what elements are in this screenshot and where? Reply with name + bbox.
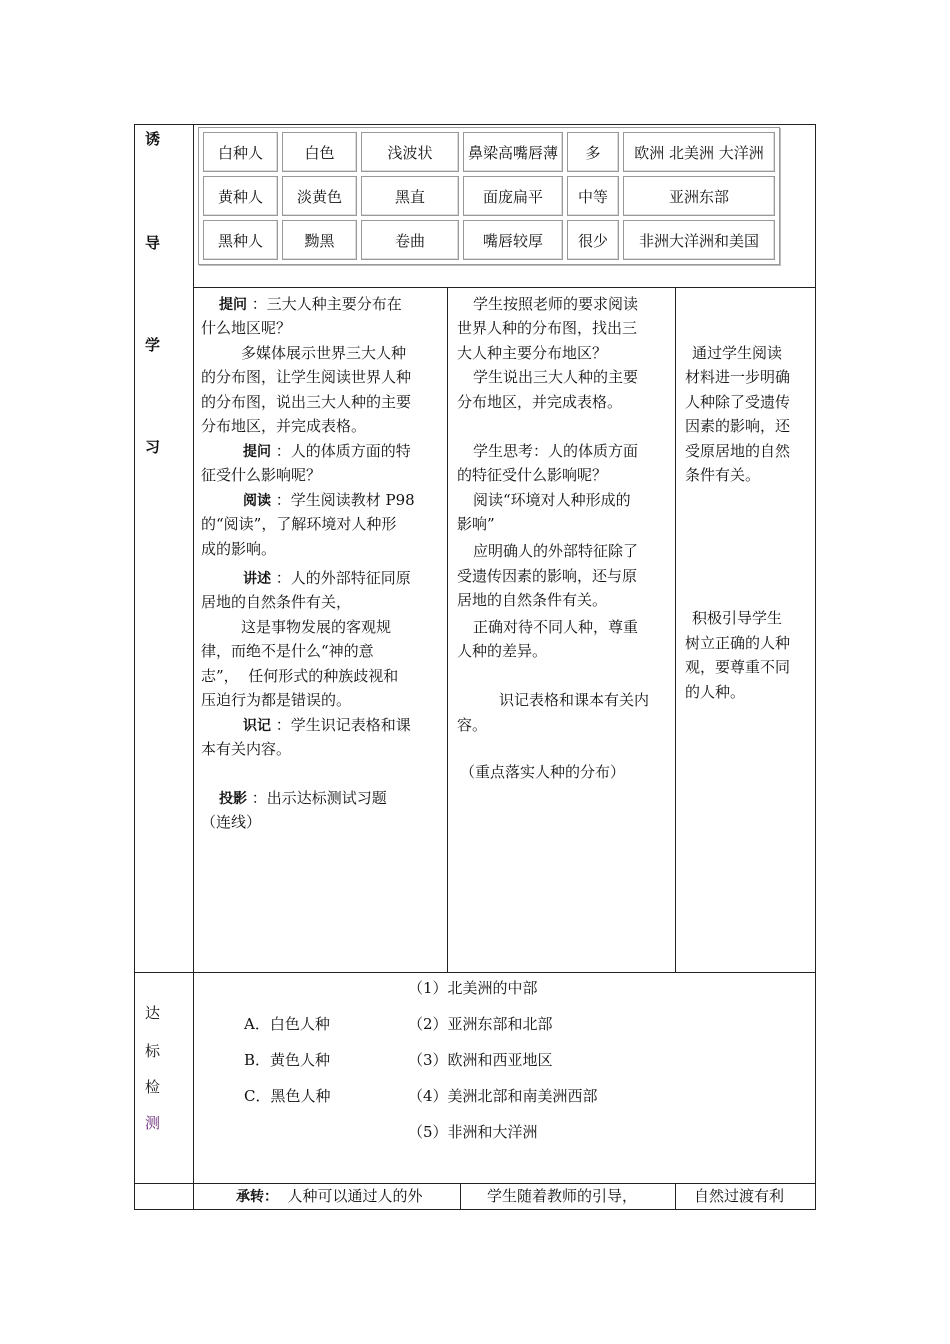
intent-line: 树立正确的人种 <box>685 634 791 652</box>
intent-line: 的人种。 <box>685 683 746 701</box>
keyword: 提问 <box>243 444 271 460</box>
side-char: 测 <box>145 1114 161 1132</box>
race-cell: 黄种人 <box>203 176 278 216</box>
region-option: （1）北美洲的中部 <box>408 979 538 997</box>
keyword: 承转： <box>236 1189 278 1205</box>
student-line: 分布地区，并完成表格。 <box>457 393 623 411</box>
teacher-line: 的分布图，让学生阅读世界人种 <box>201 368 412 386</box>
region-option: （4）美洲北部和南美洲西部 <box>408 1087 598 1105</box>
teacher-line: 多媒体展示世界三大人种 <box>241 344 407 362</box>
student-line: 正确对待不同人种，尊重 <box>473 618 639 636</box>
intent-line: 条件有关。 <box>685 466 761 484</box>
keyword: 投影 <box>219 791 247 807</box>
intent-line: 人种除了受遗传 <box>685 393 791 411</box>
side-char: 学 <box>145 336 161 354</box>
teacher-line: 分布地区，并完成表格。 <box>201 417 367 435</box>
teacher-student-divider <box>447 287 448 973</box>
teacher-line: （连线） <box>201 813 262 831</box>
race-cell: 嘴唇较厚 <box>463 220 563 260</box>
teacher-line: 志”， 任何形式的种族歧视和 <box>201 667 399 685</box>
student-line: 的特征受什么影响呢？ <box>457 466 608 484</box>
side-char: 检 <box>145 1078 161 1096</box>
transition-student: 学生随着教师的引导， <box>487 1187 638 1205</box>
side-char: 达 <box>145 1004 161 1022</box>
race-cell: 黝黑 <box>282 220 357 260</box>
side-char: 习 <box>145 438 161 456</box>
race-cell: 鼻梁高嘴唇薄 <box>463 132 563 172</box>
race-cell: 卷曲 <box>361 220 459 260</box>
student-line: 居地的自然条件有关。 <box>457 591 608 609</box>
student-line: （重点落实人种的分布） <box>460 763 626 781</box>
student-line: 大人种主要分布地区？ <box>457 344 608 362</box>
student-line: 应明确人的外部特征除了 <box>473 542 639 560</box>
race-cell: 黑种人 <box>203 220 278 260</box>
intent-line: 材料进一步明确 <box>685 368 791 386</box>
intent-line: 因素的影响，还 <box>685 417 791 435</box>
teacher-line <box>219 786 387 812</box>
teacher-line <box>243 439 411 465</box>
race-cell: 非洲大洋洲和美国 <box>623 220 775 260</box>
keyword: 讲述 <box>243 571 271 587</box>
teacher-line <box>243 488 415 514</box>
region-option: （3）欧洲和西亚地区 <box>408 1051 553 1069</box>
teacher-line: 这是事物发展的客观规 <box>241 618 392 636</box>
student-line: 识记表格和课本有关内 <box>499 691 650 709</box>
student-line: 影响” <box>457 515 495 533</box>
teacher-line <box>219 292 402 318</box>
row-divider-after-race-table <box>193 287 816 288</box>
transition-teacher-text: 人种可以通过人的外 <box>287 1187 423 1205</box>
keyword: 提问 <box>219 297 247 313</box>
race-cell: 很少 <box>567 220 619 260</box>
race-cell: 淡黄色 <box>282 176 357 216</box>
intent-line: 观，要尊重不同 <box>685 658 791 676</box>
race-option: B．黄色人种 <box>244 1051 331 1069</box>
teacher-line: 居地的自然条件有关， <box>201 593 352 611</box>
student-line: 受遗传因素的影响，还与原 <box>457 567 638 585</box>
table-left-border <box>134 124 135 1210</box>
teacher-line-text: ：三大人种主要分布在 <box>247 295 402 313</box>
student-line: 世界人种的分布图，找出三 <box>457 319 638 337</box>
keyword: 阅读 <box>243 493 271 509</box>
teacher-line <box>243 566 411 592</box>
race-cell: 面庞扁平 <box>463 176 563 216</box>
intent-line: 通过学生阅读 <box>692 344 783 362</box>
race-cell: 亚洲东部 <box>623 176 775 216</box>
student-line: 人种的差异。 <box>457 642 548 660</box>
teacher-line: 压迫行为都是错误的。 <box>201 691 352 709</box>
intent-line: 受原居地的自然 <box>685 442 791 460</box>
side-char: 导 <box>145 234 161 252</box>
teacher-line-text: ：出示达标测试习题 <box>247 789 387 807</box>
bottom-student-intent-divider <box>675 1183 676 1210</box>
teacher-line <box>243 713 411 739</box>
race-cell: 白种人 <box>203 132 278 172</box>
race-cell: 中等 <box>567 176 619 216</box>
teacher-line: 本有关内容。 <box>201 740 292 758</box>
keyword: 识记 <box>243 718 271 734</box>
teacher-line-text: ：人的体质方面的特 <box>271 442 411 460</box>
intent-line: 积极引导学生 <box>692 609 783 627</box>
teacher-line-text: ：人的外部特征同原 <box>271 569 411 587</box>
teacher-line: 成的影响。 <box>201 540 277 558</box>
race-cell: 浅波状 <box>361 132 459 172</box>
teacher-line: 什么地区呢？ <box>201 319 292 337</box>
student-line: 阅读“环境对人种形成的 <box>473 491 631 509</box>
teacher-line: 的分布图，说出三大人种的主要 <box>201 393 412 411</box>
transition-intent: 自然过渡有利 <box>694 1187 785 1205</box>
race-cell: 黑直 <box>361 176 459 216</box>
race-cell: 白色 <box>282 132 357 172</box>
teacher-line: 律，而绝不是什么“神的意 <box>201 642 374 660</box>
student-line: 学生说出三大人种的主要 <box>473 368 639 386</box>
teacher-line-text: ：学生阅读教材 P98 <box>271 491 415 509</box>
race-cell: 多 <box>567 132 619 172</box>
side-char: 诱 <box>145 130 161 148</box>
student-line: 学生思考：人的体质方面 <box>473 442 639 460</box>
teacher-line: 的“阅读”，了解环境对人种形 <box>201 515 397 533</box>
label-column-divider <box>193 124 194 1210</box>
bottom-teacher-student-divider <box>460 1183 461 1210</box>
race-cell: 欧洲 北美洲 大洋洲 <box>623 132 775 172</box>
region-option: （2）亚洲东部和北部 <box>408 1015 553 1033</box>
transition-teacher <box>236 1184 423 1210</box>
table-right-border <box>815 124 816 1210</box>
teacher-line-text: ：学生识记表格和课 <box>271 716 411 734</box>
student-line: 容。 <box>457 716 488 734</box>
row-divider-before-test <box>134 972 816 973</box>
race-table <box>198 127 780 265</box>
race-option: A．白色人种 <box>244 1015 330 1033</box>
race-option: C．黑色人种 <box>244 1087 331 1105</box>
region-option: （5）非洲和大洋洲 <box>408 1123 538 1141</box>
student-line: 学生按照老师的要求阅读 <box>473 295 639 313</box>
student-intent-divider <box>675 287 676 973</box>
teacher-line: 征受什么影响呢？ <box>201 466 322 484</box>
table-top-border <box>134 124 816 125</box>
side-char: 标 <box>145 1042 161 1060</box>
